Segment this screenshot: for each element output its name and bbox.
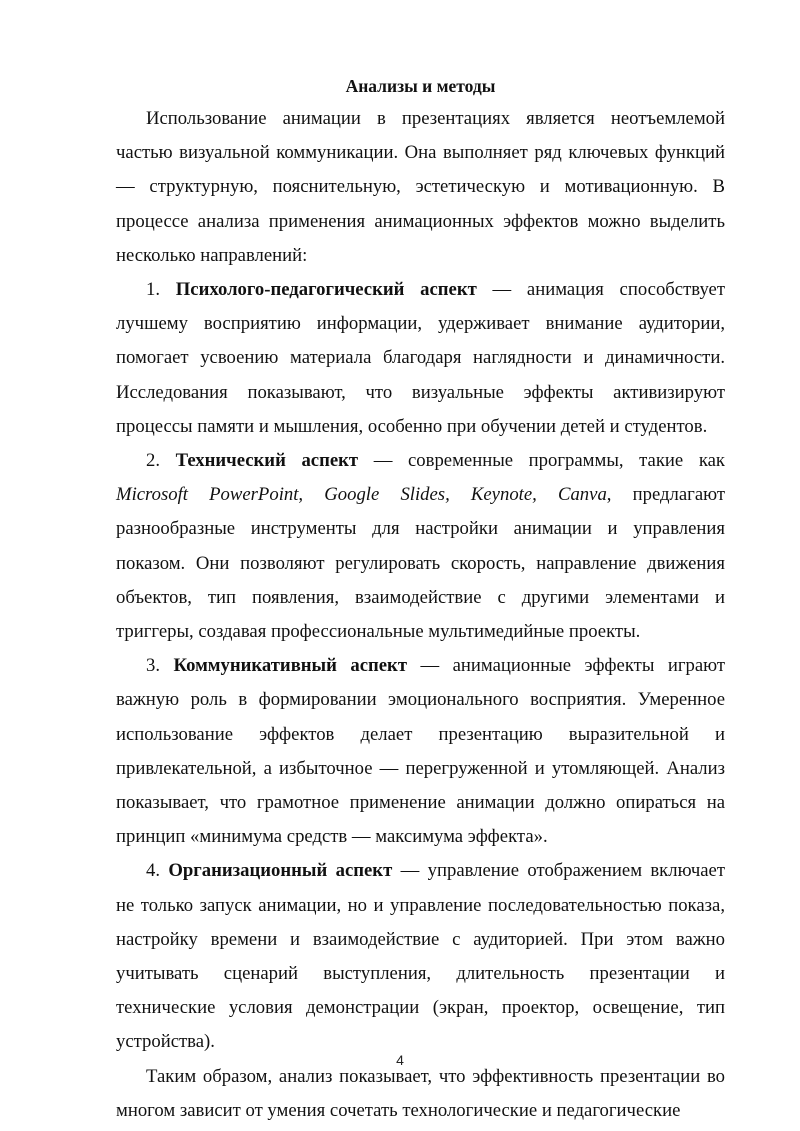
section-title: Анализы и методы: [345, 76, 496, 96]
list-item: [116, 273, 725, 444]
item-number: 2.: [146, 450, 176, 472]
item-heading: Психолого-педагогический аспект: [175, 279, 477, 301]
item-text: — анимационные эффекты играют важную роль в формировании эмоционального восприятия. Умеренное использование эффектов делает презентацию выразительной и привлекательной, а избыточное — перегруженной и утомляющей. Анализ показывает, что грамотное применение анимации должно опираться на принцип «минимума средств — максимума эффекта».: [116, 655, 726, 848]
page-content: [116, 72, 725, 1128]
list-item: [116, 649, 725, 854]
item-number: 4.: [146, 860, 169, 882]
list-item: [116, 854, 725, 1059]
list-item: [116, 444, 725, 649]
item-text: — анимация способствует лучшему восприятию информации, удерживает внимание аудитории, помогает усвоению материала благодаря наглядности и динамичности. Исследования показывают, что визуальные эффекты активизируют процессы памяти и мышления, особенно при обучении детей и студентов.: [116, 279, 725, 437]
item-text: — управление отображением включает не только запуск анимации, но и управление последовательностью показа, настройку времени и взаимодействие с аудиторией. При этом важно учитывать сценарий выступления, длительность презентации и технические условия демонстрации (экран, проектор, освещение, тип устройства).: [116, 860, 725, 1053]
intro-paragraph: Использование анимации в презентациях является неотъемлемой частью визуальной коммуникации. Она выполняет ряд ключевых функций — структурную, пояснительную, эстетическую и мотивационную. В процессе анализа применения анимационных эффектов можно выделить несколько направлений:: [116, 108, 725, 266]
item-heading: Технический аспект: [175, 450, 359, 472]
item-text: , предлагают разнообразные инструменты для настройки анимации и управления показом. Они позволяют регулировать скорость, направление движения объектов, тип появления, взаимодействие с другими элементами и триггеры, создавая профессиональные мультимедийные проекты.: [116, 484, 725, 643]
item-italic-software: Microsoft PowerPoint, Google Slides, Keynote, Canva: [116, 484, 607, 506]
item-number: 3.: [146, 655, 174, 677]
item-heading: Коммуникативный аспект: [173, 655, 408, 677]
item-heading: Организационный аспект: [168, 860, 393, 882]
item-number: 1.: [146, 279, 176, 301]
conclusion-paragraph: Таким образом, анализ показывает, что эффективность презентации во многом зависит от умения сочетать технологические и педагогические: [116, 1065, 725, 1121]
item-text-before: — современные программы, такие как: [358, 450, 725, 472]
page-number: 4: [396, 1052, 404, 1068]
